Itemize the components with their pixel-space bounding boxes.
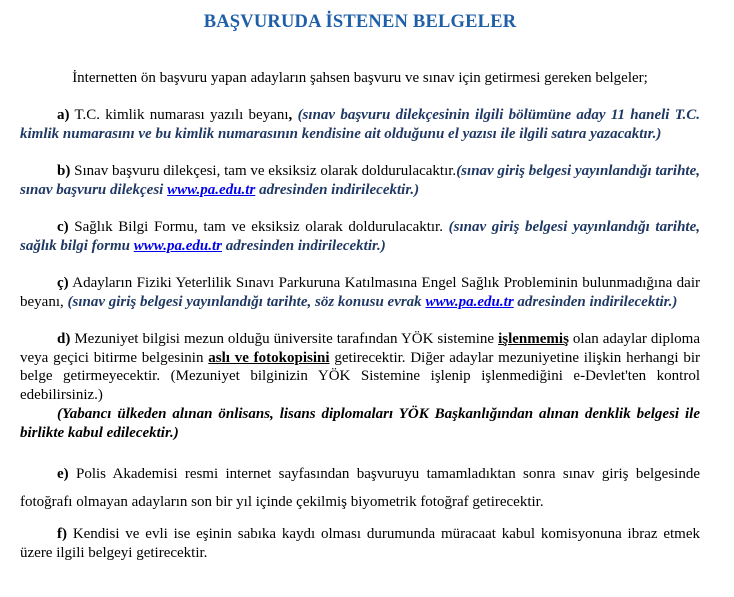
item-b-note-post: adresinden indirilecektir.) (255, 181, 420, 198)
item-d (20, 330, 700, 404)
item-a-letter: a) (57, 107, 70, 123)
document-title: BAŞVURUDA İSTENEN BELGELER (203, 12, 517, 32)
item-a-note: (sınav başvuru dilekçesinin ilgili bölümüne aday 11 haneli T.C. kimlik numarasını ve bu kimlik numarasının kendisine ait olduğunu el yazısı ile ilgili satıra yazacaktır.) (20, 107, 700, 142)
item-d-text-2: olan adaylar diploma veya geçici bitirme belgesinin (20, 331, 701, 366)
item-d-underline-1: işlenmemiş (498, 331, 569, 347)
item-c-text: Sağlık Bilgi Formu, tam ve eksiksiz olarak doldurulacaktır. (68, 219, 449, 235)
item-c-link[interactable]: www.pa.edu.tr (133, 237, 222, 254)
intro-text: İnternetten ön başvuru yapan adayların şahsen başvuru ve sınav için getirmesi gereken belgeler; (72, 70, 648, 86)
item-f (20, 525, 700, 562)
item-c-cedilla-letter: ç) (57, 275, 69, 291)
item-b-note-pre: (sınav giriş belgesi yayınlandığı tarihte, sınav başvuru dilekçesi (20, 163, 700, 198)
item-d-letter: d) (57, 331, 71, 347)
item-e-letter: e) (57, 466, 69, 482)
item-d-text-1: Mezuniyet bilgisi mezun olduğu üniversite tarafından YÖK sistemine (70, 331, 499, 347)
item-c-cedilla-note-pre: (sınav giriş belgesi yayınlandığı tarihte, söz konusu evrak (67, 293, 426, 310)
item-c-note-pre: (sınav giriş belgesi yayınlandığı tarihte, sağlık bilgi formu (20, 219, 701, 254)
item-a (20, 106, 700, 143)
item-c-letter: c) (57, 219, 69, 235)
item-e (20, 460, 700, 516)
item-c (20, 218, 700, 255)
item-d-text-3: getirecektir. Diğer adaylar mezuniyetine ilişkin herhangi bir belge getirmeyecektir. (Mezuniyet bilginizin YÖK Sistemine işlenip işlenmediğini e-Devlet'ten kontrol edebilirsiniz.) (20, 349, 701, 403)
item-c-cedilla (20, 274, 700, 311)
item-d-underline-2: aslı ve fotokopisini (208, 349, 330, 366)
item-c-cedilla-link[interactable]: www.pa.edu.tr (425, 293, 514, 310)
item-c-note-post: adresinden indirilecektir.) (222, 237, 386, 254)
item-b (20, 162, 700, 199)
item-c-cedilla-text: Adayların Fiziki Yeterlilik Sınavı Parkuruna Katılmasına Engel Sağlık Probleminin bulunmadığına dair beyanı, (20, 275, 700, 310)
item-e-text: Polis Akademisi resmi internet sayfasından başvuruyu tamamladıktan sonra sınav giriş belgesinde fotoğrafı olmayan adayların son bir yıl içinde çekilmiş biyometrik fotoğraf getirecektir. (20, 466, 700, 510)
item-c-cedilla-note-post: adresinden indirilecektir.) (513, 293, 678, 310)
document (20, 8, 700, 562)
item-a-sep: , (288, 107, 298, 123)
item-f-letter: f) (57, 526, 67, 542)
item-f-text: Kendisi ve evli ise eşinin sabıka kaydı olması durumunda müracaat kabul komisyonuna ibraz etmek üzere ilgili belgeyi getirecektir. (20, 526, 700, 561)
item-d-note (20, 405, 700, 442)
item-b-letter: b) (57, 163, 71, 179)
item-a-text: T.C. kimlik numarası yazılı beyanı (69, 107, 289, 123)
item-b-link[interactable]: www.pa.edu.tr (167, 181, 256, 198)
item-b-text: Sınav başvuru dilekçesi, tam ve eksiksiz olarak doldurulacaktır. (70, 163, 457, 179)
item-d-note-text: (Yabancı ülkeden alınan önlisans, lisans diplomaları YÖK Başkanlığından alınan denklik belgesi ile birlikte kabul edilecektir.) (20, 406, 700, 441)
